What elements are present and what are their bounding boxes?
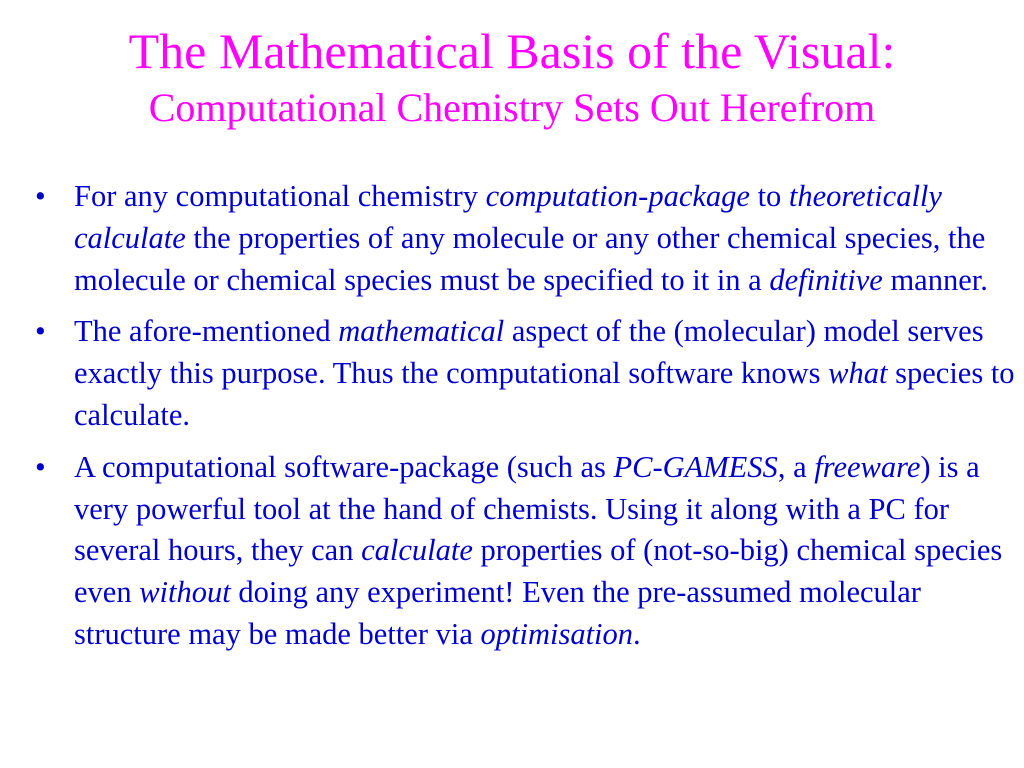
emphasized-text: calculate — [361, 533, 473, 568]
slide-title — [0, 23, 1024, 130]
emphasized-text: theoretically calculate — [74, 179, 942, 255]
bullet-marker: • — [35, 179, 46, 213]
body-text: aspect of the (molecular) model serves exactly this purpose. Thus the computational software knows — [74, 314, 984, 391]
bullet-item — [30, 447, 1015, 656]
body-text: ) is a very powerful tool at the hand of chemists. Using it along with a PC for several hours, they can — [74, 449, 980, 568]
body-text: manner. — [882, 262, 988, 297]
emphasized-text: without — [139, 575, 231, 610]
body-text: doing any experiment! Even the pre-assumed molecular structure may be made better via — [74, 575, 921, 651]
body-text: species to calculate. — [74, 356, 1015, 432]
body-text: For any computational chemistry — [74, 179, 486, 213]
bullet-marker: • — [35, 449, 46, 484]
body-text: the properties of any molecule or any other chemical species, the molecule or chemical species must be specified to it in a — [74, 220, 986, 297]
emphasized-text: definitive — [769, 262, 883, 297]
body-text: to — [749, 179, 789, 213]
title-line-1: The Mathematical Basis of the Visual: — [128, 23, 896, 79]
bullet-item — [30, 311, 1015, 436]
emphasized-text: optimisation — [480, 616, 634, 651]
body-text: properties of (not-so-big) chemical species even — [74, 533, 1003, 610]
emphasized-text: freeware — [814, 449, 921, 484]
emphasized-text: mathematical — [338, 314, 505, 349]
emphasized-text: PC-GAMESS — [613, 449, 778, 484]
bullet-list — [30, 176, 1015, 666]
body-text: The afore-mentioned — [74, 314, 339, 349]
title-line-2: Computational Chemistry Sets Out Herefrom — [148, 85, 876, 130]
body-text: A computational software-package (such as — [74, 449, 614, 484]
body-text: . — [633, 616, 641, 651]
emphasized-text: computation-package — [485, 179, 750, 213]
bullet-marker: • — [35, 314, 46, 349]
emphasized-text: what — [828, 356, 888, 391]
bullet-item — [30, 176, 1015, 301]
body-text: , a — [777, 449, 815, 484]
